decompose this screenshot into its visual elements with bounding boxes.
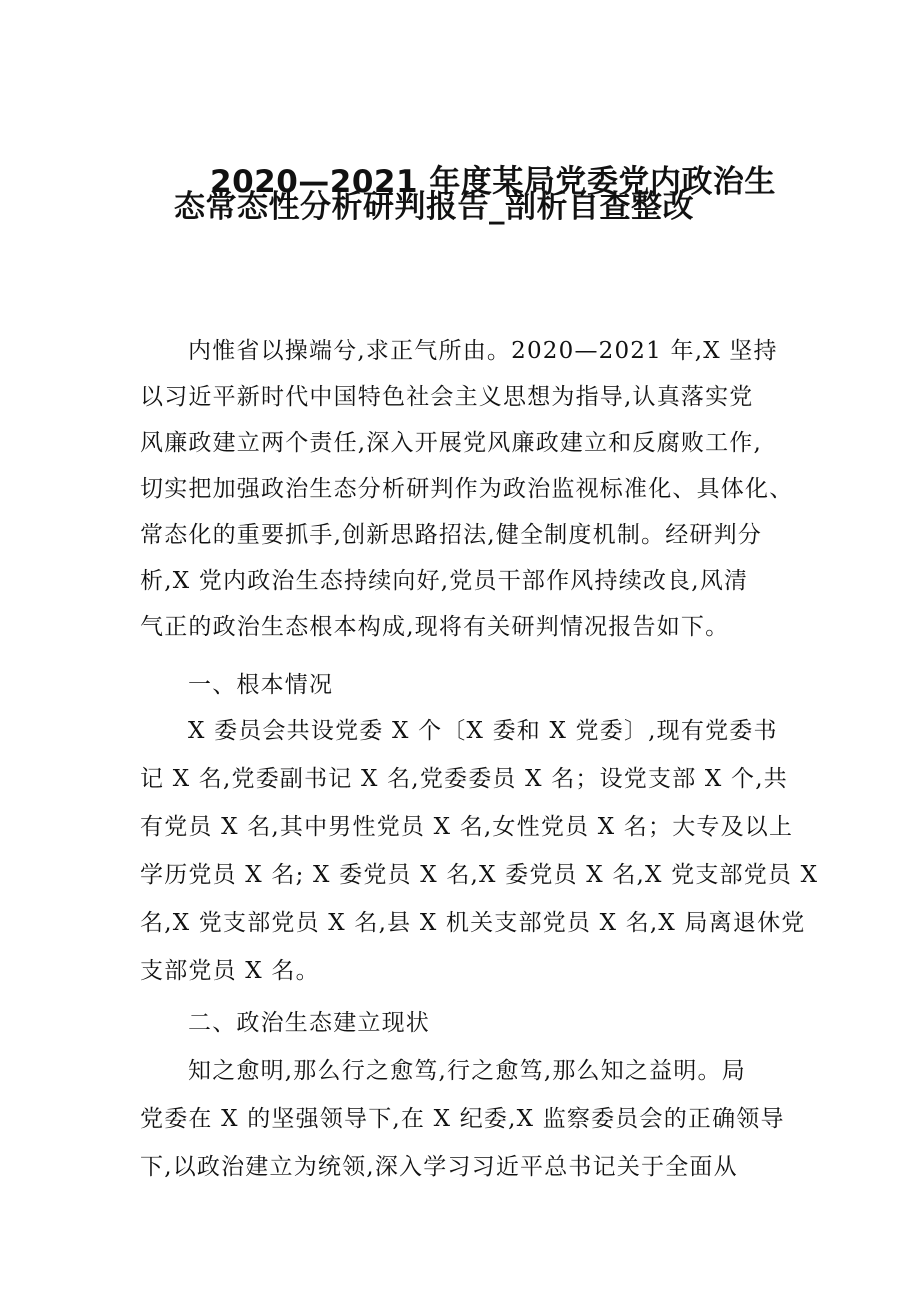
intro-line: 析,X 党内政治生态持续向好,党员干部作风持续改良,风清 (140, 568, 749, 594)
section1-line: 有党员 X 名,其中男性党员 X 名,女性党员 X 名；大专及以上 (140, 814, 794, 840)
intro-line: 常态化的重要抓手,创新思路招法,健全制度机制。经研判分 (140, 522, 763, 548)
intro-line: 气正的政治生态根本构成,现将有关研判情况报告如下。 (140, 614, 730, 640)
document-title-line-2: 态常态性分析研判报告_剖析自查整改 (174, 189, 694, 225)
section2-line: 党委在 X 的坚强领导下,在 X 纪委,X 监察委员会的正确领导 (140, 1106, 785, 1132)
section1-line: 学历党员 X 名; X 委党员 X 名,X 委党员 X 名,X 党支部党员 X (140, 862, 819, 888)
section-heading-2: 二、政治生态建立现状 (188, 1010, 430, 1036)
intro-line: 切实把加强政治生态分析研判作为政治监视标准化、具体化、 (140, 476, 794, 502)
section1-line: 名,X 党支部党员 X 名,县 X 机关支部党员 X 名,X 局离退休党 (140, 910, 806, 936)
intro-line: 内惟省以操端兮,求正气所由。2020—2021 年,X 坚持 (188, 338, 778, 364)
intro-line: 以习近平新时代中国特色社会主义思想为指导,认真落实党 (140, 384, 754, 410)
section2-line: 下,以政治建立为统领,深入学习习近平总书记关于全面从 (140, 1154, 738, 1180)
intro-line: 风廉政建立两个责任,深入开展党风廉政建立和反腐败工作, (140, 430, 763, 456)
section1-line: 支部党员 X 名。 (140, 958, 320, 984)
section2-line: 知之愈明,那么行之愈笃,行之愈笃,那么知之益明。局 (188, 1058, 746, 1084)
section-heading-1: 一、根本情况 (188, 672, 334, 698)
document-title-line-1: 2020—2021 年度某局党委党内政治生 (210, 164, 776, 200)
section1-line: X 委员会共设党委 X 个〔X 委和 X 党委〕,现有党委书 (188, 718, 778, 744)
section1-line: 记 X 名,党委副书记 X 名,党委委员 X 名；设党支部 X 个,共 (140, 766, 788, 792)
